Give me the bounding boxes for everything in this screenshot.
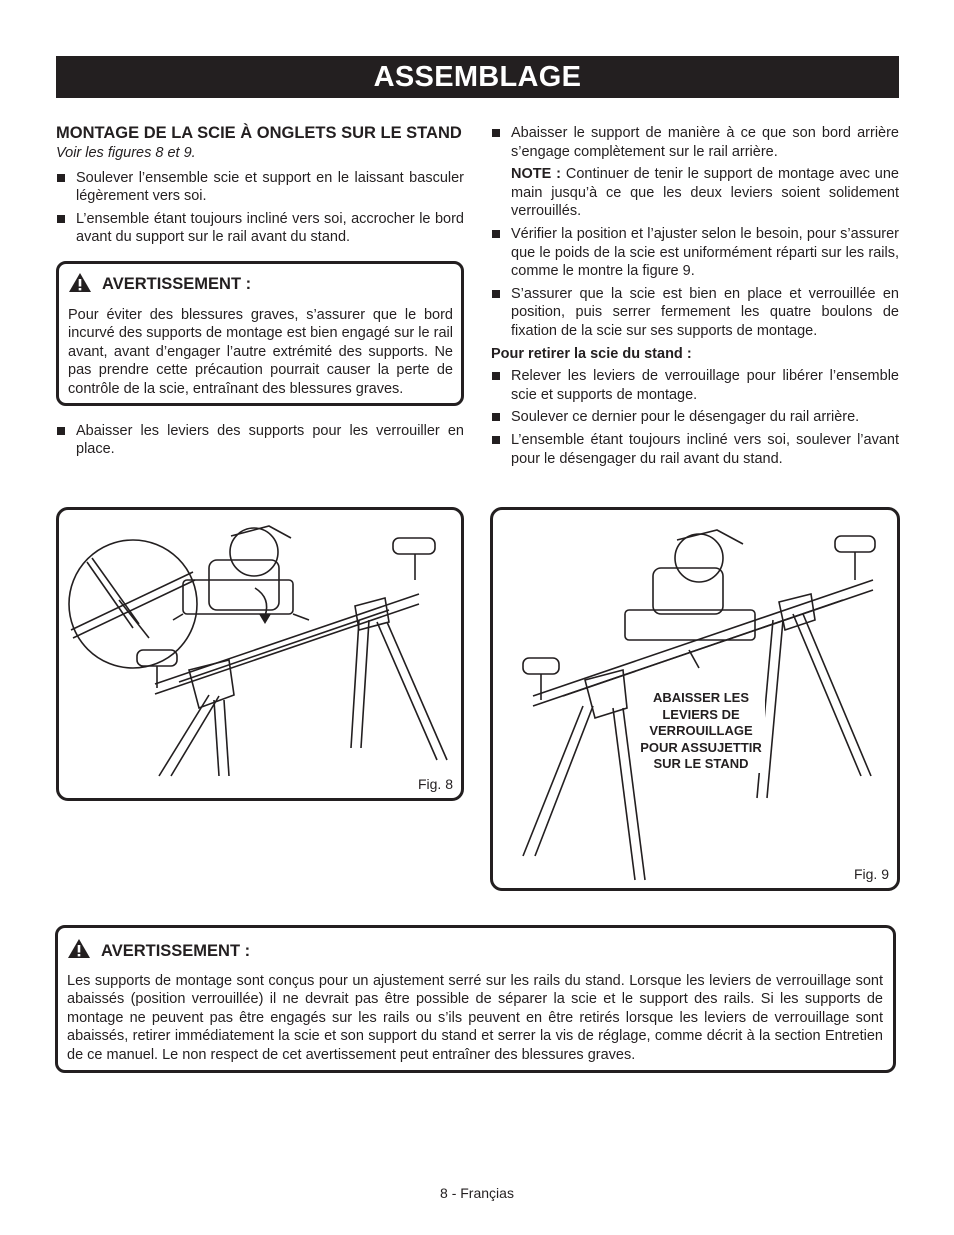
list-item: L’ensemble étant toujours incliné vers soi, soulever l’avant pour le désengager du rail avant du stand. — [491, 431, 899, 468]
steps-list — [491, 124, 899, 161]
steps-list — [56, 422, 464, 459]
removal-steps-list — [491, 367, 899, 468]
warning-text: Pour éviter des blessures graves, s’assurer que le bord incurvé des supports de montage est bien engagé sur le rail avant, avant d’engager l’autre extrémité des supports. Ne pas prendre cette précaution pourrait causer la perte de contrôle de la scie, entraînant des blessures graves. — [68, 306, 453, 397]
section-heading: MONTAGE DE LA SCIE À ONGLETS SUR LE STAND — [56, 124, 462, 142]
list-item: Abaisser le support de manière à ce que son bord arrière s’engage complètement sur le rail arrière. — [491, 124, 899, 161]
warning-triangle-icon — [68, 272, 92, 298]
subheading: Pour retirer la scie du stand : — [491, 345, 692, 362]
note — [491, 165, 899, 221]
warning-text: Les supports de montage sont conçus pour un ajustement serré sur les rails du stand. Lorsque les leviers de verrouillage sont abaissés (position verrouillée) il ne devrait pas être possible de séparer la scie et le support des rails. Si les supports de montage ne peuvent pas être engagés sur les rails ou s’ils peuvent en être retirés lorsque les leviers de verrouillage sont abaissés, retirer immédiatement la scie et son support du stand et serrer la vis de réglage, comme décrit à la section Entretien de ce manuel. Le non respect de cet avertissement peut entraîner des blessures graves. — [67, 972, 883, 1063]
figure-reference: Voir les figures 8 et 9. — [56, 145, 196, 161]
miter-saw-stand-illustration — [59, 510, 461, 798]
steps-list — [491, 225, 899, 341]
warning-header — [68, 272, 453, 298]
warning-title: AVERTISSEMENT : — [101, 941, 251, 960]
lock-levers-callout: ABAISSER LES LEVIERS DE VERROUILLAGE POUR ASSUJETTIR SUR LE STAND — [637, 690, 765, 773]
steps-list — [56, 169, 464, 247]
note-label: NOTE : — [511, 166, 561, 183]
warning-box — [55, 925, 896, 1073]
list-item: Soulever ce dernier pour le désengager du rail arrière. — [491, 408, 899, 427]
figure-caption: Fig. 8 — [417, 776, 453, 792]
warning-title: AVERTISSEMENT : — [102, 275, 252, 294]
left-column — [56, 124, 464, 463]
list-item: Vérifier la position et l’ajuster selon le besoin, pour s’assurer que le poids de la scie est uniformément réparti sur les rails, comme le montre la figure 9. — [491, 225, 899, 281]
figure-caption: Fig. 9 — [853, 866, 889, 882]
warning-triangle-icon — [67, 938, 91, 964]
list-item: Abaisser les leviers des supports pour les verrouiller en place. — [56, 422, 464, 459]
list-item: Soulever l’ensemble scie et support en le laissant basculer légèrement vers soi. — [56, 169, 464, 206]
figure-9 — [490, 507, 900, 891]
page-title: ASSEMBLAGE — [56, 56, 899, 98]
list-item: L’ensemble étant toujours incliné vers soi, accrocher le bord avant du support sur le rail avant du stand. — [56, 210, 464, 247]
right-column — [491, 124, 899, 472]
list-item: S’assurer que la scie est bien en place et verrouillée en position, puis serrer fermement les quatre boulons de fixation de la scie sur ses supports de montage. — [491, 285, 899, 341]
warning-header — [67, 938, 883, 964]
figure-8 — [56, 507, 464, 801]
list-item: Relever les leviers de verrouillage pour libérer l’ensemble scie et supports de montage. — [491, 367, 899, 404]
page-number: 8 - Françias — [440, 1185, 514, 1201]
warning-box — [56, 261, 464, 406]
note-text: Continuer de tenir le support de montage avec une main jusqu’à ce que les deux leviers soient solidement verrouillés. — [511, 166, 899, 220]
